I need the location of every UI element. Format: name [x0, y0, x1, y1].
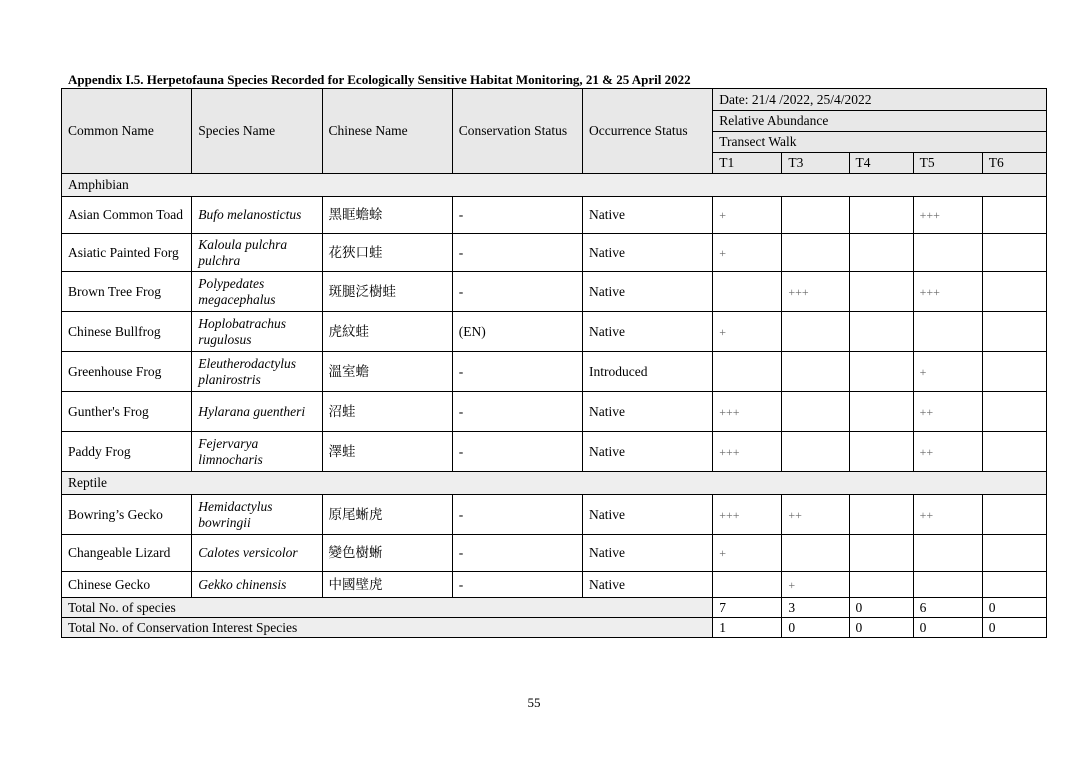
abundance-cell — [782, 234, 849, 272]
header-transect-walk: Transect Walk — [713, 132, 1047, 153]
species-name-cell: Calotes versicolor — [192, 535, 322, 572]
abundance-cell — [849, 572, 913, 598]
totals-value: 7 — [713, 598, 782, 618]
abundance-cell: + — [713, 234, 782, 272]
abundance-cell — [849, 535, 913, 572]
common-name-cell: Changeable Lizard — [62, 535, 192, 572]
totals-value: 0 — [982, 598, 1046, 618]
common-name-cell: Chinese Gecko — [62, 572, 192, 598]
chinese-name-cell: 斑腿泛樹蛙 — [322, 272, 452, 312]
abundance-cell: ++ — [913, 495, 982, 535]
abundance-cell — [713, 272, 782, 312]
section-heading: Reptile — [62, 472, 1047, 495]
abundance-cell: +++ — [713, 432, 782, 472]
totals-value: 3 — [782, 598, 849, 618]
abundance-cell — [713, 572, 782, 598]
abundance-cell — [849, 495, 913, 535]
common-name-cell: Paddy Frog — [62, 432, 192, 472]
totals-row — [62, 618, 1047, 638]
abundance-cell — [849, 272, 913, 312]
abundance-cell: + — [713, 312, 782, 352]
totals-value: 0 — [849, 618, 913, 638]
occurrence-status-cell: Native — [583, 272, 713, 312]
occurrence-status-cell: Native — [583, 197, 713, 234]
abundance-cell — [849, 392, 913, 432]
conservation-status-cell: (EN) — [452, 312, 582, 352]
header-species-name: Species Name — [192, 89, 322, 174]
totals-value: 0 — [913, 618, 982, 638]
conservation-status-cell: - — [452, 572, 582, 598]
occurrence-status-cell: Native — [583, 234, 713, 272]
abundance-cell — [849, 312, 913, 352]
totals-value: 6 — [913, 598, 982, 618]
totals-label: Total No. of species — [62, 598, 713, 618]
chinese-name-cell: 黑眶蟾蜍 — [322, 197, 452, 234]
header-date: Date: 21/4 /2022, 25/4/2022 — [713, 89, 1047, 111]
header-chinese-name: Chinese Name — [322, 89, 452, 174]
species-name-cell: Kaloula pulchra pulchra — [192, 234, 322, 272]
species-name-cell: Polypedates megacephalus — [192, 272, 322, 312]
abundance-cell: + — [713, 197, 782, 234]
abundance-cell — [982, 197, 1046, 234]
totals-value: 0 — [849, 598, 913, 618]
abundance-cell: ++ — [913, 432, 982, 472]
abundance-cell — [782, 392, 849, 432]
abundance-cell: ++ — [782, 495, 849, 535]
occurrence-status-cell: Native — [583, 495, 713, 535]
header-common-name: Common Name — [62, 89, 192, 174]
common-name-cell: Asiatic Painted Forg — [62, 234, 192, 272]
occurrence-status-cell: Native — [583, 312, 713, 352]
chinese-name-cell: 變色樹蜥 — [322, 535, 452, 572]
table-caption: Appendix I.5. Herpetofauna Species Recorded for Ecologically Sensitive Habitat Monitoring, 21 & 25 April 2022 — [68, 72, 691, 87]
abundance-cell: +++ — [782, 272, 849, 312]
header-transect: T4 — [849, 153, 913, 174]
header-transect: T3 — [782, 153, 849, 174]
conservation-status-cell: - — [452, 535, 582, 572]
conservation-status-cell: - — [452, 495, 582, 535]
abundance-cell: +++ — [713, 392, 782, 432]
header-transect: T6 — [982, 153, 1046, 174]
abundance-cell: +++ — [713, 495, 782, 535]
abundance-cell — [782, 352, 849, 392]
abundance-cell — [982, 572, 1046, 598]
section-heading: Amphibian — [62, 174, 1047, 197]
abundance-cell — [982, 535, 1046, 572]
common-name-cell: Greenhouse Frog — [62, 352, 192, 392]
abundance-cell — [982, 495, 1046, 535]
abundance-cell — [782, 535, 849, 572]
species-name-cell: Hoplobatrachus rugulosus — [192, 312, 322, 352]
abundance-cell: + — [713, 535, 782, 572]
header-transect: T1 — [713, 153, 782, 174]
conservation-status-cell: - — [452, 197, 582, 234]
abundance-cell: + — [913, 352, 982, 392]
abundance-cell — [849, 432, 913, 472]
species-name-cell: Bufo melanostictus — [192, 197, 322, 234]
abundance-cell: +++ — [913, 272, 982, 312]
abundance-cell — [913, 535, 982, 572]
occurrence-status-cell: Introduced — [583, 352, 713, 392]
species-name-cell: Hemidactylus bowringii — [192, 495, 322, 535]
table-row — [62, 197, 1047, 234]
conservation-status-cell: - — [452, 352, 582, 392]
table-row — [62, 312, 1047, 352]
species-name-cell: Eleutherodactylus planirostris — [192, 352, 322, 392]
totals-row — [62, 598, 1047, 618]
common-name-cell: Gunther's Frog — [62, 392, 192, 432]
abundance-cell — [982, 312, 1046, 352]
species-name-cell: Hylarana guentheri — [192, 392, 322, 432]
herpetofauna-table — [61, 88, 1047, 638]
abundance-cell — [982, 272, 1046, 312]
common-name-cell: Bowring’s Gecko — [62, 495, 192, 535]
conservation-status-cell: - — [452, 432, 582, 472]
header-occurrence-status: Occurrence Status — [583, 89, 713, 174]
header-conservation-status: Conservation Status — [452, 89, 582, 174]
common-name-cell: Chinese Bullfrog — [62, 312, 192, 352]
table-row — [62, 495, 1047, 535]
abundance-cell: +++ — [913, 197, 982, 234]
common-name-cell: Brown Tree Frog — [62, 272, 192, 312]
totals-label: Total No. of Conservation Interest Species — [62, 618, 713, 638]
table-row — [62, 272, 1047, 312]
conservation-status-cell: - — [452, 272, 582, 312]
totals-value: 0 — [982, 618, 1046, 638]
table-row — [62, 572, 1047, 598]
abundance-cell — [849, 197, 913, 234]
chinese-name-cell: 沼蛙 — [322, 392, 452, 432]
chinese-name-cell: 花狹口蛙 — [322, 234, 452, 272]
abundance-cell: + — [782, 572, 849, 598]
table-row — [62, 352, 1047, 392]
abundance-cell — [782, 197, 849, 234]
abundance-cell — [913, 572, 982, 598]
table-row — [62, 535, 1047, 572]
chinese-name-cell: 溫室蟾 — [322, 352, 452, 392]
table-row — [62, 392, 1047, 432]
occurrence-status-cell: Native — [583, 392, 713, 432]
occurrence-status-cell: Native — [583, 572, 713, 598]
abundance-cell — [982, 432, 1046, 472]
abundance-cell — [713, 352, 782, 392]
occurrence-status-cell: Native — [583, 432, 713, 472]
species-name-cell: Gekko chinensis — [192, 572, 322, 598]
chinese-name-cell: 虎紋蛙 — [322, 312, 452, 352]
common-name-cell: Asian Common Toad — [62, 197, 192, 234]
species-name-cell: Fejervarya limnocharis — [192, 432, 322, 472]
abundance-cell — [782, 432, 849, 472]
abundance-cell — [913, 312, 982, 352]
totals-value: 1 — [713, 618, 782, 638]
abundance-cell — [913, 234, 982, 272]
occurrence-status-cell: Native — [583, 535, 713, 572]
header-relative-abundance: Relative Abundance — [713, 111, 1047, 132]
abundance-cell — [782, 312, 849, 352]
chinese-name-cell: 中國壁虎 — [322, 572, 452, 598]
abundance-cell — [849, 352, 913, 392]
page-number: 55 — [527, 695, 541, 710]
header-transect: T5 — [913, 153, 982, 174]
abundance-cell — [849, 234, 913, 272]
conservation-status-cell: - — [452, 234, 582, 272]
abundance-cell: ++ — [913, 392, 982, 432]
chinese-name-cell: 原尾蜥虎 — [322, 495, 452, 535]
conservation-status-cell: - — [452, 392, 582, 432]
totals-value: 0 — [782, 618, 849, 638]
abundance-cell — [982, 392, 1046, 432]
chinese-name-cell: 澤蛙 — [322, 432, 452, 472]
table-row — [62, 432, 1047, 472]
abundance-cell — [982, 352, 1046, 392]
table-row — [62, 234, 1047, 272]
abundance-cell — [982, 234, 1046, 272]
